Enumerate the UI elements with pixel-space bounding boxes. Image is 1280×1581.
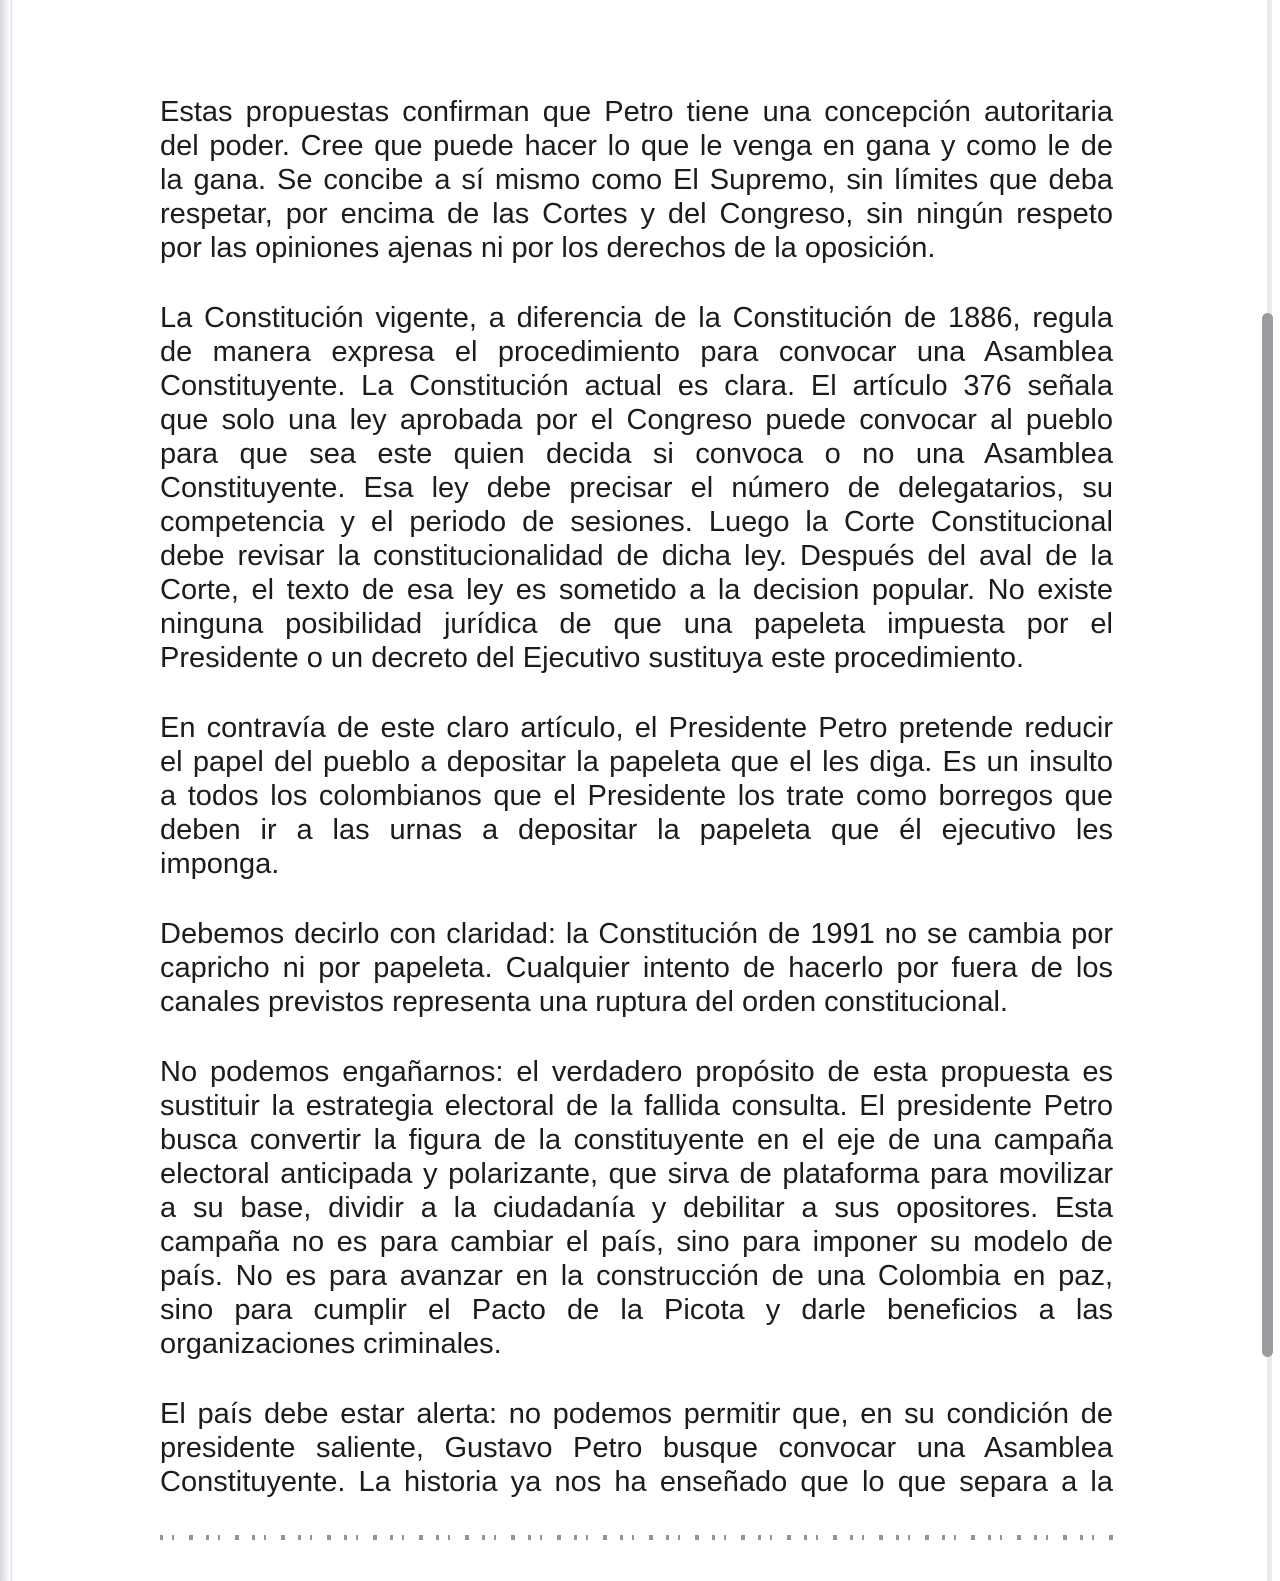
text-line: a su base, dividir a la ciudadanía y debilitar a sus opositores. Esta (160, 1192, 1113, 1224)
text-line: ninguna posibilidad jurídica de que una papeleta impuesta por el (160, 608, 1113, 640)
text-line: por las opiniones ajenas ni por los derechos de la oposición. (160, 232, 936, 264)
paragraph (160, 711, 1113, 881)
text-line: imponga. (160, 848, 280, 880)
text-line: Debemos decirlo con claridad: la Constitución de 1991 no se cambia por (160, 918, 1113, 950)
text-line: presidente saliente, Gustavo Petro busque convocar una Asamblea (160, 1432, 1113, 1464)
text-line: La Constitución vigente, a diferencia de la Constitución de 1886, regula (160, 302, 1113, 334)
text-line: deben ir a las urnas a depositar la papeleta que él ejecutivo les (160, 814, 1113, 846)
text-line: En contravía de este claro artículo, el Presidente Petro pretende reducir (160, 712, 1113, 744)
text-line: No podemos engañarnos: el verdadero propósito de esta propuesta es (160, 1056, 1113, 1088)
text-line: canales previstos representa una ruptura del orden constitucional. (160, 986, 1008, 1018)
text-line: capricho ni por papeleta. Cualquier intento de hacerlo por fuera de los (160, 952, 1113, 984)
paragraph (160, 1055, 1113, 1361)
paragraph (160, 1397, 1113, 1499)
text-line: busca convertir la figura de la constituyente en el eje de una campaña (160, 1124, 1113, 1156)
text-line: campaña no es para cambiar el país, sino para imponer su modelo de (160, 1226, 1113, 1258)
text-line: país. No es para avanzar en la construcción de una Colombia en paz, (160, 1260, 1113, 1292)
text-line: Presidente o un decreto del Ejecutivo sustituya este procedimiento. (160, 642, 1025, 674)
text-line: respetar, por encima de las Cortes y del Congreso, sin ningún respeto (160, 198, 1113, 230)
text-line: El país debe estar alerta: no podemos permitir que, en su condición de (160, 1398, 1113, 1430)
text-line: que solo una ley aprobada por el Congreso puede convocar al pueblo (160, 404, 1113, 436)
page-left-edge-line (10, 0, 12, 1581)
paragraph (160, 301, 1113, 675)
text-line: a todos los colombianos que el Presidente los trate como borregos que (160, 780, 1113, 812)
text-line: sino para cumplir el Pacto de la Picota y darle beneficios a las (160, 1294, 1113, 1326)
text-line: debe revisar la constitucionalidad de dicha ley. Después del aval de la (160, 540, 1113, 572)
paragraph (160, 917, 1113, 1019)
scrollbar-thumb[interactable] (1262, 313, 1273, 1357)
text-line: Constituyente. Esa ley debe precisar el número de delegatarios, su (160, 472, 1113, 504)
text-line: competencia y el periodo de sesiones. Luego la Corte Constitucional (160, 506, 1113, 538)
text-line: Estas propuestas confirman que Petro tiene una concepción autoritaria (160, 96, 1113, 128)
paragraph (160, 95, 1113, 265)
text-line: electoral anticipada y polarizante, que sirva de plataforma para movilizar (160, 1158, 1113, 1190)
clipped-next-line-hint (160, 1535, 1113, 1540)
text-line: el papel del pueblo a depositar la papeleta que el les diga. Es un insulto (160, 746, 1113, 778)
text-line: Constituyente. La historia ya nos ha enseñado que lo que separa a la (160, 1466, 1113, 1498)
text-line: la gana. Se concibe a sí mismo como El Supremo, sin límites que deba (160, 164, 1113, 196)
text-line: Constituyente. La Constitución actual es clara. El artículo 376 señala (160, 370, 1113, 402)
text-line: organizaciones criminales. (160, 1328, 502, 1360)
text-line: sustituir la estrategia electoral de la fallida consulta. El presidente Petro (160, 1090, 1113, 1122)
paragraphs-container (160, 95, 1113, 1499)
page-left-edge-shadow (0, 0, 10, 1581)
text-line: del poder. Cree que puede hacer lo que le venga en gana y como le de (160, 130, 1113, 162)
document-content (160, 95, 1113, 1540)
text-line: Corte, el texto de esa ley es sometido a la decision popular. No existe (160, 574, 1113, 606)
text-line: de manera expresa el procedimiento para convocar una Asamblea (160, 336, 1113, 368)
text-line: para que sea este quien decida si convoca o no una Asamblea (160, 438, 1113, 470)
